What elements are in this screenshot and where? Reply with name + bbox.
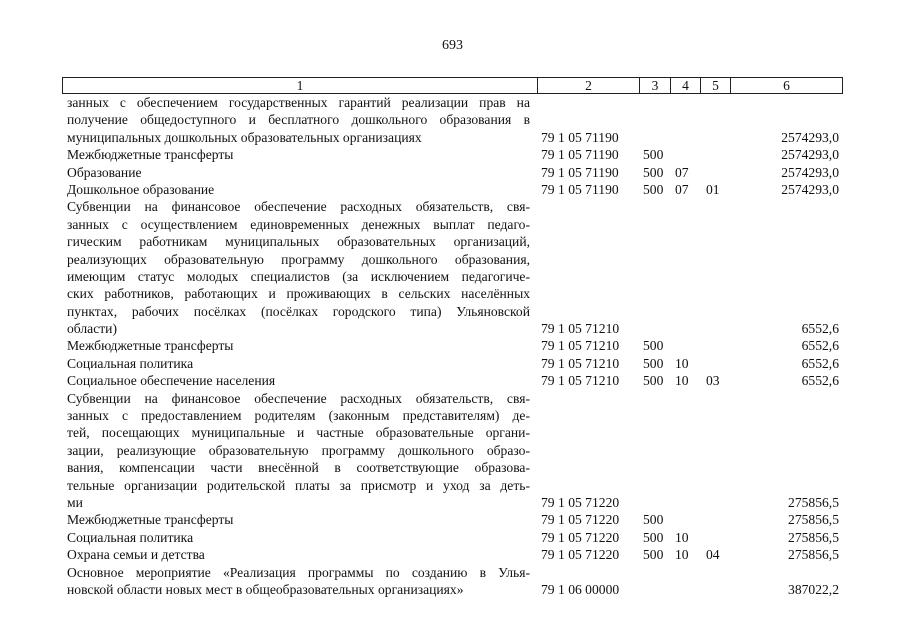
row-amount: 2574293,0	[781, 181, 839, 197]
row-description: имеющим статус молодых специалистов (за исключением педагогиче-	[67, 268, 530, 284]
row-code: 79 1 05 71220	[541, 494, 620, 510]
table-row	[62, 303, 843, 320]
row-col-4: 07	[675, 181, 689, 197]
table-row	[62, 146, 843, 163]
row-amount: 6552,6	[801, 373, 839, 389]
table-row	[62, 581, 843, 598]
table-row	[62, 233, 843, 250]
row-amount: 6552,6	[801, 338, 839, 354]
row-code: 79 1 05 71190	[541, 147, 619, 163]
page-number: 693	[442, 38, 463, 53]
row-col-3: 500	[643, 355, 664, 371]
row-col-3: 500	[643, 181, 664, 197]
row-col-3: 500	[643, 164, 664, 180]
table-row	[62, 129, 843, 146]
row-description: Дошкольное образование	[67, 181, 215, 197]
table-row	[62, 459, 843, 476]
table-body	[62, 94, 843, 598]
row-col-3: 500	[643, 338, 664, 354]
row-description: получение общедоступного и бесплатного дошкольного образования в	[67, 112, 530, 128]
table-row	[62, 181, 843, 198]
row-description: муниципальных дошкольных образовательных организациях	[67, 129, 422, 145]
row-col-3: 500	[643, 512, 664, 528]
table-row	[62, 529, 843, 546]
row-col-3: 500	[643, 547, 664, 563]
row-code: 79 1 05 71210	[541, 321, 620, 337]
row-col-3: 500	[643, 147, 664, 163]
table-row	[62, 164, 843, 181]
table-row	[62, 390, 843, 407]
row-code: 79 1 05 71190	[541, 129, 619, 145]
row-col-5: 03	[706, 373, 720, 389]
table-row	[62, 546, 843, 563]
table-row	[62, 477, 843, 494]
row-amount: 2574293,0	[781, 147, 839, 163]
row-description: Социальная политика	[67, 529, 194, 545]
row-description: ских работников, работающих и проживающих в сельских населённых	[67, 286, 530, 302]
header-col-6: 6	[730, 78, 842, 93]
table-row	[62, 407, 843, 424]
row-code: 79 1 05 71190	[541, 181, 619, 197]
header-col-5: 5	[700, 78, 730, 93]
row-code: 79 1 05 71220	[541, 529, 620, 545]
row-description: Охрана семьи и детства	[67, 547, 205, 563]
header-col-1: 1	[296, 78, 304, 93]
row-amount: 6552,6	[801, 355, 839, 371]
row-code: 79 1 05 71220	[541, 547, 620, 563]
row-col-4: 10	[675, 547, 689, 563]
table-row	[62, 268, 843, 285]
row-description: Социальная политика	[67, 355, 194, 371]
table-row	[62, 511, 843, 528]
table-row	[62, 424, 843, 441]
table-row	[62, 442, 843, 459]
table-row	[62, 372, 843, 389]
row-description: Образование	[67, 164, 142, 180]
header-col-2: 2	[537, 78, 639, 93]
budget-table	[62, 77, 843, 598]
row-col-4: 10	[675, 355, 689, 371]
table-row	[62, 251, 843, 268]
row-code: 79 1 06 00000	[541, 581, 620, 597]
row-description: области)	[67, 321, 117, 337]
table-row	[62, 320, 843, 337]
row-description: пунктах, рабочих посёлках (посёлках городского типа) Ульяновской	[67, 303, 530, 319]
row-description: гическим работникам муниципальных образовательных организаций,	[67, 234, 530, 250]
row-amount: 2574293,0	[781, 129, 839, 145]
row-description: Социальное обеспечение населения	[67, 373, 276, 389]
row-description: занных с обеспечением государственных гарантий реализации прав на	[67, 95, 530, 110]
row-code: 79 1 05 71220	[541, 512, 620, 528]
row-description: зации, реализующие образовательную программу дошкольного образо-	[67, 442, 530, 458]
row-col-3: 500	[643, 529, 664, 545]
table-row	[62, 564, 843, 581]
row-description: Межбюджетные трансферты	[67, 338, 234, 354]
row-description: вания, компенсации части внесённой в соответствующие образова-	[67, 460, 530, 476]
row-col-4: 10	[675, 529, 689, 545]
row-description: Субвенции на финансовое обеспечение расходных обязательств, свя-	[67, 390, 530, 406]
table-row	[62, 111, 843, 128]
row-description: Основное мероприятие «Реализация программы по созданию в Улья-	[67, 564, 530, 580]
row-description: занных с осуществлением единовременных денежных выплат педаго-	[67, 216, 530, 232]
row-description: тей, посещающих муниципальные и частные образовательные органи-	[67, 425, 530, 441]
row-amount: 275856,5	[788, 512, 839, 528]
table-row	[62, 198, 843, 215]
row-amount: 387022,2	[788, 581, 839, 597]
row-col-5: 04	[706, 547, 720, 563]
row-amount: 275856,5	[788, 529, 839, 545]
header-col-3: 3	[639, 78, 670, 93]
table-row	[62, 494, 843, 511]
row-amount: 275856,5	[788, 547, 839, 563]
row-description: Межбюджетные трансферты	[67, 512, 234, 528]
row-description: Межбюджетные трансферты	[67, 147, 234, 163]
row-code: 79 1 05 71210	[541, 338, 620, 354]
row-col-4: 10	[675, 373, 689, 389]
row-code: 79 1 05 71210	[541, 355, 620, 371]
header-col-4: 4	[670, 78, 700, 93]
row-col-4: 07	[675, 164, 689, 180]
row-col-5: 01	[706, 181, 720, 197]
table-row	[62, 355, 843, 372]
row-amount: 2574293,0	[781, 164, 839, 180]
row-description: тельные организации родительской платы за присмотр и уход за деть-	[67, 477, 530, 493]
table-row	[62, 337, 843, 354]
row-amount: 275856,5	[788, 494, 839, 510]
row-code: 79 1 05 71190	[541, 164, 619, 180]
row-description: ми	[67, 494, 83, 510]
row-description: занных с предоставлением родителям (законным представителям) де-	[67, 408, 530, 424]
row-description: Субвенции на финансовое обеспечение расходных обязательств, свя-	[67, 199, 530, 215]
row-description: новской области новых мест в общеобразовательных организациях»	[67, 581, 464, 597]
table-row	[62, 285, 843, 302]
row-col-3: 500	[643, 373, 664, 389]
table-header	[62, 77, 843, 94]
row-amount: 6552,6	[801, 321, 839, 337]
row-description: реализующих образовательную программу дошкольного образования,	[67, 251, 530, 267]
row-code: 79 1 05 71210	[541, 373, 620, 389]
table-row	[62, 94, 843, 111]
table-row	[62, 216, 843, 233]
